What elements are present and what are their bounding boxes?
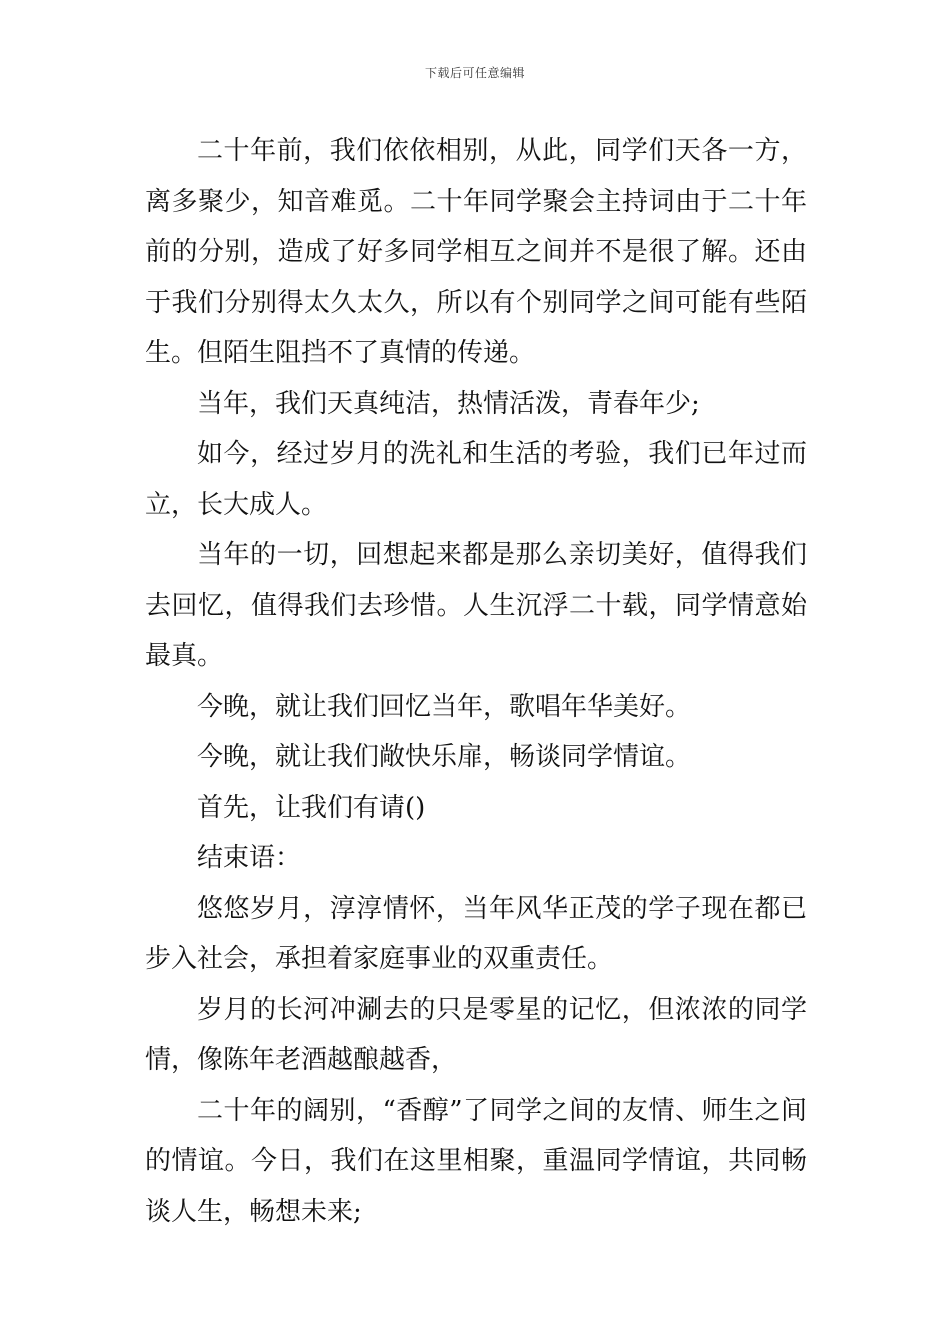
paragraph-1: 二十年前，我们依依相别，从此，同学们天各一方，离多聚少，知音难觅。二十年同学聚会主持词由于二十年前的分别，造成了好多同学相互之间并不是很了解。还由于我们分别得太久太久，所以有个别同学之间可能有些陌生。但陌生阻挡不了真情的传递。 <box>145 136 807 368</box>
paragraph-6: 今晚，就让我们敞快乐扉，畅谈同学情谊。 <box>197 742 692 772</box>
paragraph-10: 岁月的长河冲涮去的只是零星的记忆，但浓浓的同学情，像陈年老酒越酿越香， <box>145 994 807 1075</box>
paragraph-11: 二十年的阔别，“香醇”了同学之间的友情、师生之间的情谊。今日，我们在这里相聚，重温同学情谊，共同畅谈人生，畅想未来; <box>145 1095 807 1227</box>
paragraph-9: 悠悠岁月，淳淳情怀，当年风华正茂的学子现在都已步入社会，承担着家庭事业的双重责任。 <box>145 893 807 974</box>
paragraph-4: 当年的一切，回想起来都是那么亲切美好，值得我们去回忆，值得我们去珍惜。人生沉浮二十载，同学情意始最真。 <box>145 540 807 671</box>
paragraph-2: 当年，我们天真纯洁，热情活泼，青春年少; <box>197 388 700 419</box>
document-body <box>145 126 807 1237</box>
page-header-note: 下载后可任意编辑 <box>424 66 525 80</box>
paragraph-3: 如今，经过岁月的洗礼和生活的考验，我们已年过而立，长大成人。 <box>145 439 807 520</box>
paragraph-5: 今晚，就让我们回忆当年，歌唱年华美好。 <box>197 691 692 722</box>
paragraph-8: 结束语： <box>197 843 302 873</box>
paragraph-7: 首先，让我们有请() <box>197 792 426 823</box>
